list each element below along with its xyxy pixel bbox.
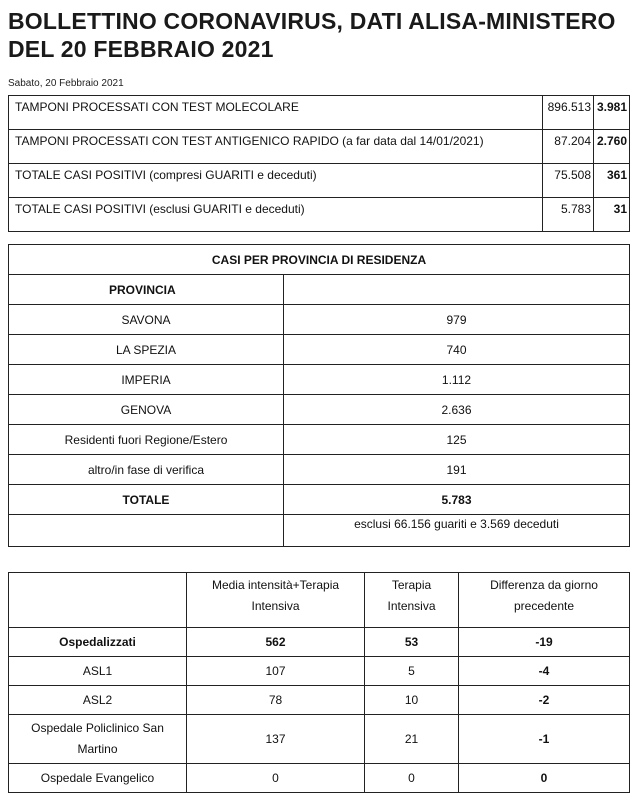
summary-label: TAMPONI PROCESSATI CON TEST ANTIGENICO RAPIDO (a far data dal 14/01/2021) [9,130,543,164]
hospital-name: ASL1 [9,657,187,686]
hospital-diff: 0 [459,764,630,793]
hospital-name: Ospedale Evangelico [9,764,187,793]
hospital-table [8,572,630,793]
province-value: 740 [284,335,630,365]
province-total-value: 5.783 [284,485,630,515]
table-row [9,715,630,764]
hospital-name: Ospedale Policlinico San Martino [9,715,187,764]
hospital-media: 562 [187,628,365,657]
table-header-row [9,275,630,305]
province-total-label: TOTALE [9,485,284,515]
province-value: 125 [284,425,630,455]
hospital-diff: -2 [459,686,630,715]
column-header-media: Media intensità+Terapia Intensiva [187,573,365,628]
page-title: BOLLETTINO CORONAVIRUS, DATI ALISA-MINISTERO DEL 20 FEBBRAIO 2021 [8,8,616,62]
table-row [9,96,630,130]
province-note: esclusi 66.156 guariti e 3.569 deceduti [284,515,630,547]
table-total-row [9,485,630,515]
hospital-media: 78 [187,686,365,715]
summary-total: 75.508 [543,164,594,198]
summary-delta: 361 [594,164,630,198]
summary-total: 87.204 [543,130,594,164]
column-header-ti: Terapia Intensiva [365,573,459,628]
summary-table [8,95,630,232]
province-name: altro/in fase di verifica [9,455,284,485]
table-header-row [9,573,630,628]
table-row [9,305,630,335]
hospital-diff: -1 [459,715,630,764]
table-row [9,198,630,232]
province-value: 2.636 [284,395,630,425]
summary-delta: 2.760 [594,130,630,164]
hospital-name: ASL2 [9,686,187,715]
province-name: SAVONA [9,305,284,335]
empty-cell [284,275,630,305]
hospital-name: Ospedalizzati [9,628,187,657]
hospital-ti: 21 [365,715,459,764]
summary-total: 896.513 [543,96,594,130]
table-row [9,657,630,686]
empty-cell [9,515,284,547]
hospital-diff: -4 [459,657,630,686]
table-row [9,130,630,164]
hospital-ti: 10 [365,686,459,715]
table-note-row [9,515,630,547]
summary-delta: 31 [594,198,630,232]
province-name: GENOVA [9,395,284,425]
table-row [9,686,630,715]
table-row [9,628,630,657]
province-name: IMPERIA [9,365,284,395]
table-row [9,455,630,485]
hospital-ti: 0 [365,764,459,793]
table-row [9,395,630,425]
hospital-ti: 5 [365,657,459,686]
table-row [9,764,630,793]
summary-label: TOTALE CASI POSITIVI (compresi GUARITI e deceduti) [9,164,543,198]
province-table [8,244,630,547]
province-name: LA SPEZIA [9,335,284,365]
bulletin-date: Sabato, 20 Febbraio 2021 [8,78,124,89]
hospital-diff: -19 [459,628,630,657]
province-value: 191 [284,455,630,485]
province-table-heading: CASI PER PROVINCIA DI RESIDENZA [9,245,630,275]
summary-total: 5.783 [543,198,594,232]
summary-label: TOTALE CASI POSITIVI (esclusi GUARITI e deceduti) [9,198,543,232]
hospital-ti: 53 [365,628,459,657]
province-column-header: PROVINCIA [9,275,284,305]
table-row [9,365,630,395]
province-value: 979 [284,305,630,335]
hospital-media: 107 [187,657,365,686]
hospital-media: 137 [187,715,365,764]
table-row [9,335,630,365]
summary-label: TAMPONI PROCESSATI CON TEST MOLECOLARE [9,96,543,130]
table-heading-row [9,245,630,275]
column-header-diff: Differenza da giorno precedente [459,573,630,628]
table-row [9,425,630,455]
province-name: Residenti fuori Regione/Estero [9,425,284,455]
summary-delta: 3.981 [594,96,630,130]
empty-cell [9,573,187,628]
hospital-media: 0 [187,764,365,793]
province-value: 1.112 [284,365,630,395]
table-row [9,164,630,198]
